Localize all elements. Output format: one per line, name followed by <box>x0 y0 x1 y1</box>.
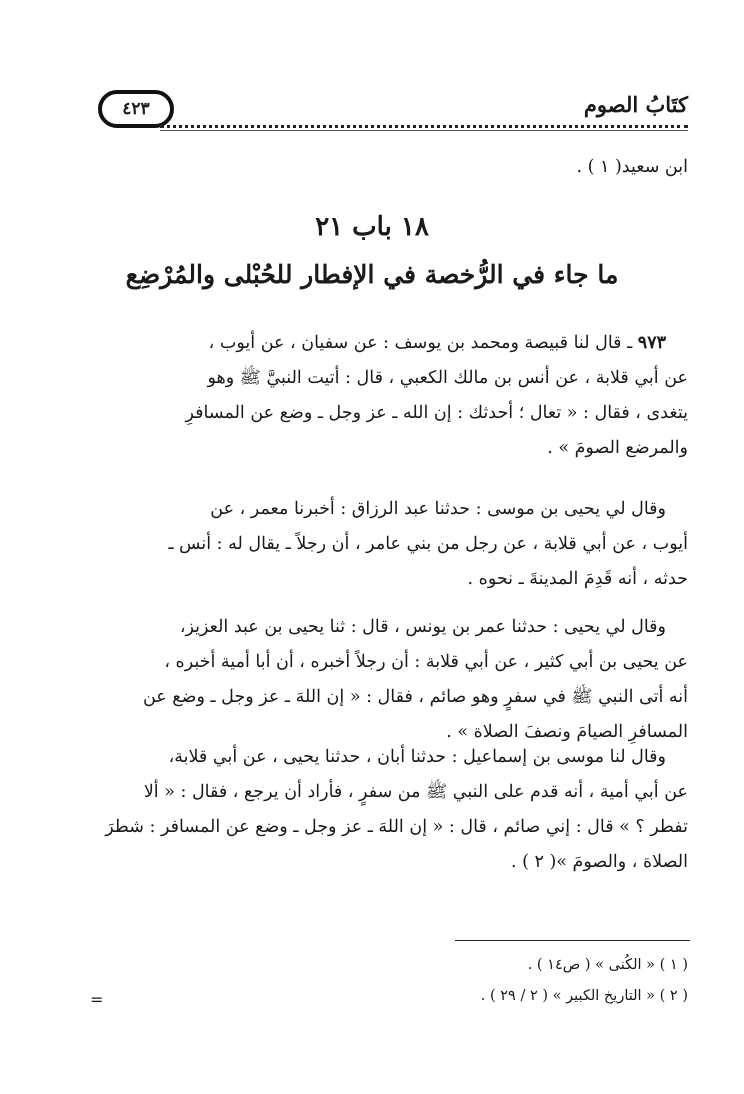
line-text: ـ قال لنا قبيصة ومحمد بن يوسف : عن سفيان ، عن أيوب ، <box>208 333 633 353</box>
continuation-line: ابن سعيد( ١ ) . <box>576 157 688 177</box>
paragraph-line: أيوب ، عن أبي قلابة ، عن رجل من بني عامر ، أن رجلاً ـ يقال له : أنس ـ <box>168 534 688 554</box>
header-solid-rule <box>160 130 688 131</box>
paragraph-line: وقال لي يحيى : حدثنا عمر بن يونس ، قال : ثنا يحيى بن عبد العزيز، <box>179 617 666 637</box>
header-dotted-rule <box>160 125 688 128</box>
footnote-2: ( ٢ ) « التاريخ الكبير » ( ٢ / ٢٩ ) . <box>480 988 688 1004</box>
paragraph-line: أنه أتى النبي ﷺ في سفرٍ وهو صائم ، فقال : « إن اللهَ ـ عز وجل ـ وضع عن <box>142 687 688 707</box>
chapter-title: ما جاء في الرُّخصة في الإفطار للحُبْلى والمُرْضِع <box>125 260 619 289</box>
footnote-separator <box>455 940 690 941</box>
page-number-badge: ٤٢٣ <box>98 90 174 128</box>
running-title: كتَابُ الصوم <box>583 92 688 117</box>
narration-paragraph-3 <box>56 610 688 750</box>
continuation-mark: = <box>90 990 104 1009</box>
hadith-number: ٩٧٣ <box>637 333 666 353</box>
paragraph-line <box>56 326 688 361</box>
paragraph-line: الصلاة ، والصومَ »( ٢ ) . <box>510 852 688 872</box>
paragraph-line: يتغدى ، فقال : « تعال ؛ أحدثك : إن الله ـ عز وجل ـ وضع عن المسافرِ <box>185 403 688 423</box>
paragraph-line: وقال لنا موسى بن إسماعيل : حدثنا أبان ، حدثنا يحيى ، عن أبي قلابة، <box>168 747 666 767</box>
paragraph-line: وقال لي يحيى بن موسى : حدثنا عبد الرزاق : أخبرنا معمر ، عن <box>210 499 666 519</box>
paragraph-line: تفطر ؟ » قال : إني صائم ، قال : « إن اللهَ ـ عز وجل ـ وضع عن المسافر : شطرَ <box>105 817 688 837</box>
narration-paragraph-4 <box>56 740 688 880</box>
paragraph-line: والمرضع الصومَ » . <box>547 438 688 458</box>
paragraph-line: حدثه ، أنه قَدِمَ المدينةَ ـ نحوه . <box>467 569 688 589</box>
paragraph-line: المسافرِ الصيامَ ونصفَ الصلاة » . <box>446 722 688 742</box>
paragraph-line: عن أبي أمية ، أنه قدم على النبي ﷺ من سفرٍ ، فأراد أن يرجع ، فقال : « ألا <box>143 782 688 802</box>
paragraph-line: عن أبي قلابة ، عن أنس بن مالك الكعبي ، قال : أتيت النبيَّ ﷺ وهو <box>207 368 688 388</box>
narration-paragraph-2 <box>56 492 688 597</box>
chapter-number: ١٨ باب ٢١ <box>315 212 429 242</box>
paragraph-line: عن يحيى بن أبي كثير ، عن أبي قلابة : أن رجلاً أخبره ، أن أبا أمية أخبره ، <box>164 652 688 672</box>
footnote-1: ( ١ ) « الكُنى » ( ص١٤ ) . <box>527 957 688 973</box>
hadith-paragraph-973 <box>56 326 688 466</box>
